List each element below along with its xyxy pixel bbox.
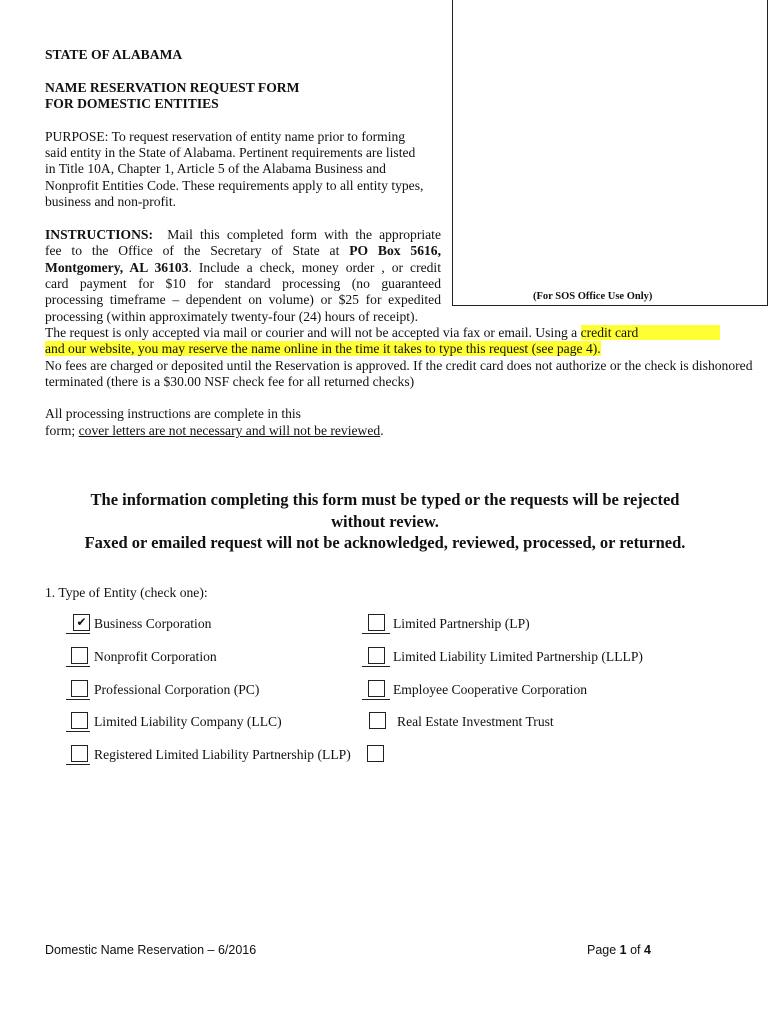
page-prefix: Page	[587, 943, 620, 957]
instructions-text: form;	[45, 423, 79, 438]
option-label-lllp: Limited Liability Limited Partnership (LLLP)	[393, 649, 643, 664]
city-address: Montgomery, AL 36103	[45, 260, 189, 275]
checkbox-business-corporation[interactable]: ✔	[73, 614, 90, 631]
option-label-business-corporation: Business Corporation	[94, 616, 212, 631]
form-title-line-1: NAME RESERVATION REQUEST FORM	[45, 80, 300, 95]
page-indicator	[587, 943, 651, 957]
instructions-text: .	[380, 423, 384, 438]
checkbox-llp[interactable]	[71, 745, 88, 762]
instructions-line-10: terminated (there is a $30.00 NSF check fee for all returned checks)	[45, 374, 415, 389]
page-number: 1	[619, 943, 627, 957]
checkbox-nonprofit-corporation[interactable]	[71, 647, 88, 664]
instructions-line-2	[45, 243, 441, 259]
option-label-llc: Limited Liability Company (LLC)	[94, 714, 282, 729]
purpose-line: said entity in the State of Alabama. Pertinent requirements are listed	[45, 145, 416, 160]
typed-warning-line-2: without review.	[331, 512, 439, 531]
blank-line	[362, 699, 390, 700]
instructions-label: INSTRUCTIONS:	[45, 227, 154, 242]
typed-warning-line-1: The information completing this form must be typed or the requests will be rejected	[90, 490, 680, 509]
sos-office-use-box	[452, 0, 768, 306]
checkbox-lp[interactable]	[368, 614, 385, 631]
instructions-line-3	[45, 260, 441, 276]
option-label-professional-corporation: Professional Corporation (PC)	[94, 682, 260, 697]
checkbox-lllp[interactable]	[368, 647, 385, 664]
entity-type-question: 1. Type of Entity (check one):	[45, 585, 208, 600]
purpose-line: business and non-profit.	[45, 194, 177, 209]
online-reservation-highlight: and our website, you may reserve the name online in the time it takes to type this request (see page 4).	[45, 341, 601, 356]
po-box-address: PO Box 5616,	[349, 243, 442, 258]
checkbox-professional-corporation[interactable]	[71, 680, 88, 697]
page-total: 4	[644, 943, 651, 957]
instructions-text: . Include a check, money order , or credit	[188, 260, 441, 275]
instructions-text: The request is only accepted via mail or courier and will not be accepted via fax or email. Using a	[45, 325, 581, 340]
option-label-reit: Real Estate Investment Trust	[397, 714, 554, 729]
instructions-text: fee to the Office of the Secretary of State at	[45, 243, 350, 258]
instructions-line-11: All processing instructions are complete in this	[45, 406, 301, 421]
cover-letter-note: cover letters are not necessary and will not be reviewed	[78, 423, 381, 438]
instructions-line-4: card payment for $10 for standard processing (no guaranteed	[45, 276, 441, 291]
blank-line	[66, 633, 90, 634]
instructions-line-1	[45, 227, 441, 243]
purpose-line: Nonprofit Entities Code. These requirements apply to all entity types,	[45, 178, 424, 193]
sos-office-use-label: (For SOS Office Use Only)	[533, 291, 653, 302]
blank-line	[66, 731, 90, 732]
instructions-line-6: processing (within approximately twenty-four (24) hours of receipt).	[45, 309, 418, 324]
blank-line	[362, 633, 390, 634]
instructions-line-12	[45, 423, 384, 439]
instructions-line-7	[45, 325, 720, 341]
option-label-lp: Limited Partnership (LP)	[393, 616, 530, 631]
instructions-line-8	[45, 341, 601, 357]
instructions-line-9: No fees are charged or deposited until the Reservation is approved. If the credit card does not authorize or the check is dishonored	[45, 358, 753, 373]
option-label-llp: Registered Limited Liability Partnership (LLP)	[94, 747, 351, 762]
page-of: of	[626, 943, 644, 957]
purpose-line: in Title 10A, Chapter 1, Article 5 of the Alabama Business and	[45, 161, 386, 176]
fax-warning: Faxed or emailed request will not be acknowledged, reviewed, processed, or returned.	[84, 533, 686, 552]
checkbox-employee-cooperative[interactable]	[368, 680, 385, 697]
instructions-line-5: processing timeframe – dependent on volume) or $25 for expedited	[45, 292, 441, 307]
checkbox-unlabeled[interactable]	[367, 745, 384, 762]
instructions-text: Mail this completed form with the appropriate	[167, 227, 441, 242]
state-heading: STATE OF ALABAMA	[45, 47, 183, 62]
checkbox-llc[interactable]	[71, 712, 88, 729]
blank-line	[66, 764, 90, 765]
option-label-nonprofit-corporation: Nonprofit Corporation	[94, 649, 217, 664]
credit-card-highlight: credit card	[581, 325, 721, 340]
checkbox-reit[interactable]	[369, 712, 386, 729]
blank-line	[66, 699, 90, 700]
option-label-employee-cooperative: Employee Cooperative Corporation	[393, 682, 588, 697]
blank-line	[362, 666, 390, 667]
form-title-line-2: FOR DOMESTIC ENTITIES	[45, 96, 219, 111]
purpose-line: PURPOSE: To request reservation of entity name prior to forming	[45, 129, 406, 144]
footer-form-id: Domestic Name Reservation – 6/2016	[45, 943, 257, 957]
blank-line	[66, 666, 90, 667]
